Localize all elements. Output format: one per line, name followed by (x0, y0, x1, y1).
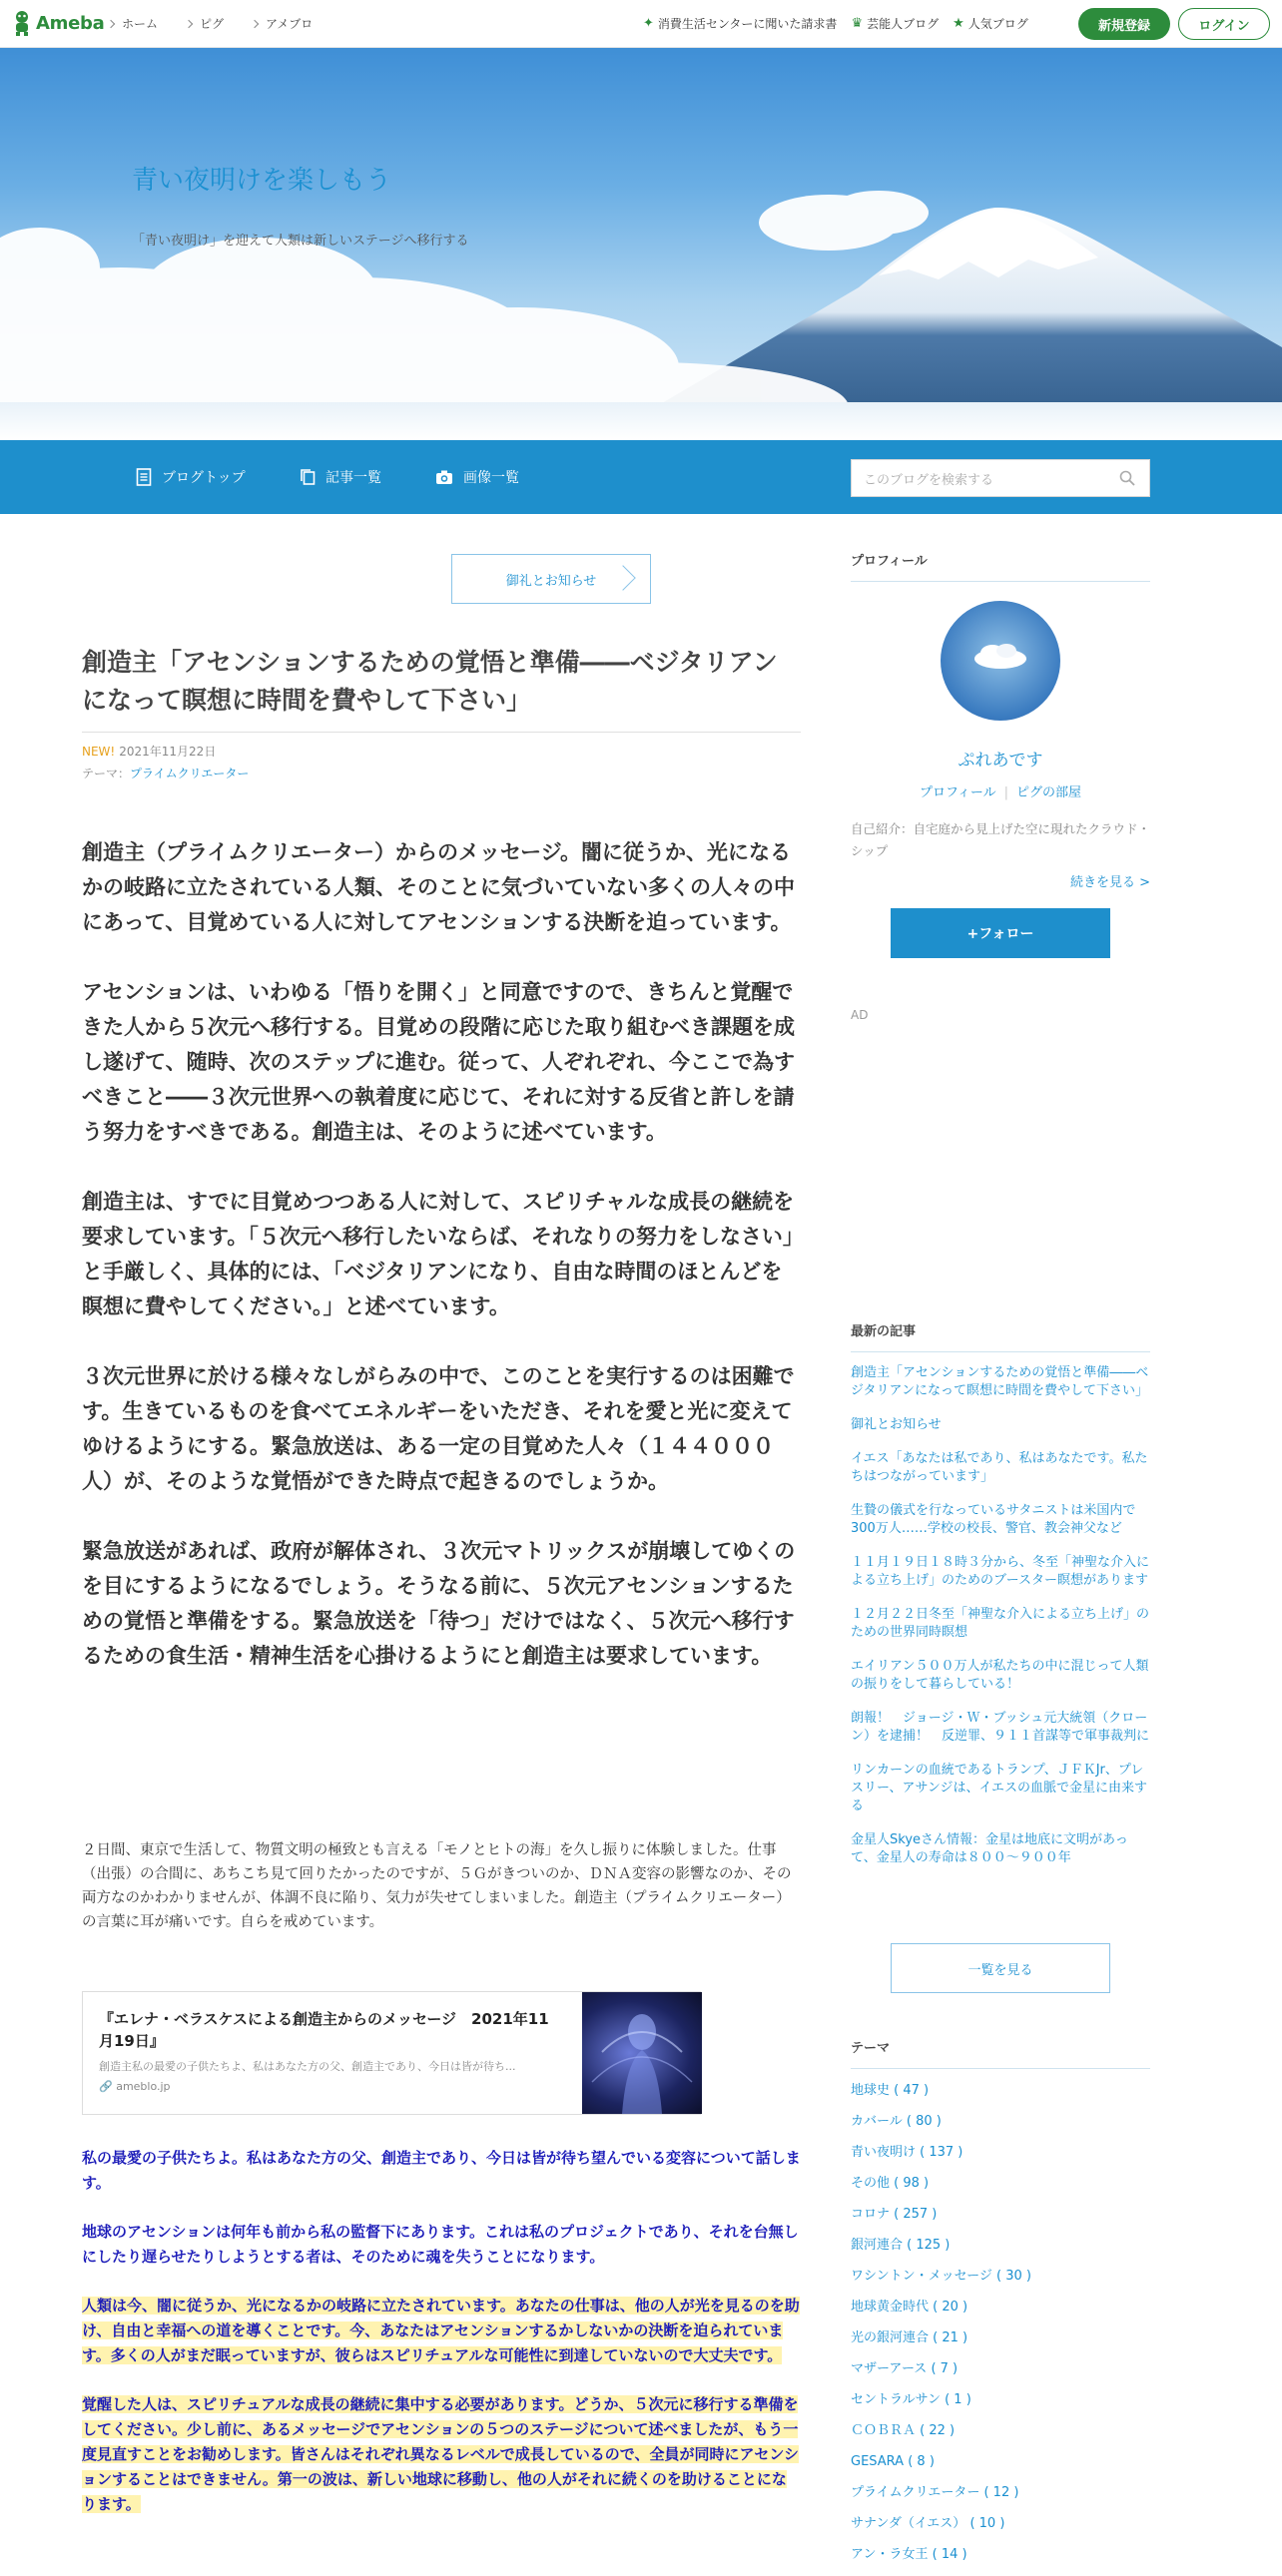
header-links (643, 15, 1028, 32)
profile-bio: 自己紹介：自宅庭から見上げた空に現れたクラウド・シップ (851, 821, 1151, 858)
signup-button[interactable]: 新規登録 (1078, 8, 1170, 40)
header-link-invoice[interactable] (643, 15, 837, 32)
divider: | (1003, 785, 1009, 800)
recent-entry-link[interactable]: 朗報！ ジョージ・Ｗ・ブッシュ元大統領（クローン）を逮捕！ 反逆罪、９１１首謀等で軍事裁判に (851, 1711, 1150, 1744)
theme-link[interactable]: 地球史 ( 47 ) (851, 2083, 930, 2098)
blog-title[interactable]: 青い夜明けを楽しもう (132, 166, 392, 196)
document-icon (136, 468, 152, 486)
link-card[interactable] (82, 1991, 701, 2115)
nav-ameblo-label: アメブロ (266, 17, 314, 31)
profile-heading: プロフィール (851, 550, 1150, 582)
copy-icon (300, 468, 316, 486)
login-button[interactable]: ログイン (1178, 8, 1270, 40)
crown-icon: ♛ (851, 16, 864, 31)
chevron-right-icon (107, 19, 115, 27)
link-card-thumbnail (582, 1992, 702, 2114)
theme-link[interactable]: アン・ラ女王 ( 14 ) (851, 2547, 967, 2562)
theme-prefix: テーマ： (82, 767, 131, 780)
profile-links (851, 781, 1150, 800)
link-card-snippet: 創造主私の最愛の子供たちよ、私はあなた方の父、創造主であり、今日は皆が待ち... (99, 2060, 516, 2073)
search-icon[interactable] (1119, 470, 1135, 486)
article-lead (82, 835, 801, 1709)
quote-paragraph-highlighted (82, 2294, 801, 2368)
pigg-room-link[interactable]: ピグの部屋 (1016, 785, 1082, 800)
nav-home[interactable] (108, 15, 158, 32)
theme-link[interactable]: コロナ ( 257 ) (851, 2207, 938, 2222)
theme-link[interactable]: ワシントン・メッセージ ( 30 ) (851, 2269, 1031, 2284)
profile-name[interactable]: ぷれあです (958, 751, 1043, 771)
theme-link[interactable]: プライムクリエーター ( 12 ) (851, 2485, 1019, 2500)
nav-pigg-label: ピグ (200, 17, 225, 31)
theme-link[interactable]: 地球黄金時代 ( 20 ) (851, 2300, 968, 2315)
link-card-title: 『エレナ・ベラスケスによる創造主からのメッセージ 2021年11月19日』 (99, 2010, 549, 2050)
theme-link[interactable]: サナンダ（イエス） ( 10 ) (851, 2516, 1005, 2531)
recent-entry-link[interactable]: 金星人Skyeさん情報：金星は地底に文明があって、金星人の寿命は８００～９００年 (851, 1832, 1128, 1865)
profile-link[interactable]: プロフィール (919, 785, 996, 800)
profile-more-link[interactable]: 続きを見る > (1069, 875, 1150, 890)
global-header (0, 0, 1282, 48)
article-note: ２日間、東京で生活して、物質文明の極致とも言える「モノとヒトの海」を久し振りに体験しました。仕事（出張）の合間に、あちこち見て回りたかったのですが、５Ｇがきついのか、ＤＮＡ変容の影響なのか、その両方なのかわかりませんが、体調不良に陥り、気力が失せてしまいました。創造主（プライムクリエーター）の言葉に耳が痛いです。自らを戒めています。 (82, 1842, 792, 1930)
lead-paragraph: 緊急放送があれば、政府が解体され、３次元マトリックスが崩壊してゆくのを目にするようになるでしょう。そうなる前に、５次元アセンションするための覚悟と準備をする。緊急放送を「待つ」だけではなく、５次元へ移行するための食生活・精神生活を心掛けるようにと創造主は要求しています。 (82, 1539, 796, 1668)
view-all-entries-button[interactable]: 一覧を見る (891, 1943, 1110, 1993)
recent-entry-link[interactable]: リンカーンの血統であるトランプ、ＪＦＫJr、プレスリー、アサンジは、イエスの血脈で金星に由来する (851, 1763, 1147, 1813)
avatar[interactable] (941, 601, 1060, 721)
recent-entry-link[interactable]: 御礼とお知らせ (851, 1417, 942, 1432)
theme-link[interactable]: セントラルサン ( 1 ) (851, 2392, 971, 2407)
ad-label: AD (851, 1008, 869, 1022)
theme-link[interactable]: GESARA ( 8 ) (851, 2454, 935, 2469)
theme-link[interactable]: その他 ( 98 ) (851, 2176, 930, 2191)
recent-entry-link[interactable]: 生贄の儀式を行なっているサタニストは米国内で300万人……学校の校長、警官、教会神父など (851, 1503, 1136, 1536)
theme-link[interactable]: マザーアース ( 7 ) (851, 2361, 959, 2376)
ameba-mascot-icon (12, 10, 32, 36)
lead-paragraph: アセンションは、いわゆる「悟りを開く」と同意ですので、きちんと覚醒できた人から５次元へ移行する。目覚めの段階に応じた取り組むべき課題を成し遂げて、随時、次のステップに進む。従って、人ぞれぞれ、今ここで為すべきこと――３次元世界への執着度に応じて、それに対する反省と許しを請う努力をすべきである。創造主は、そのように述べています。 (82, 980, 795, 1144)
quote-paragraph: 私の最愛の子供たちよ。私はあなた方の父、創造主であり、今日は皆が待ち望んでいる変容について話します。 (82, 2149, 801, 2192)
link-card-domain-row (99, 2080, 171, 2093)
recent-heading: 最新の記事 (851, 1320, 1150, 1352)
article-date: 2021年11月22日 (119, 745, 217, 759)
lead-paragraph: ３次元世界に於ける様々なしがらみの中で、このことを実行するのは困難です。生きているものを食べてエネルギーをいただき、それを愛と光に変えてゆけるようにする。緊急放送は、ある一定の目覚めた人々（１４４０００人）が、そのような覚悟ができた時点で起きるのでしょうか。 (82, 1364, 795, 1493)
notice-button-label: 御礼とお知らせ (505, 573, 597, 589)
notice-button[interactable] (451, 554, 651, 604)
article-title[interactable]: 創造主「アセンションするための覚悟と準備――ベジタリアンになって瞑想に時間を費やして下さい」 (82, 644, 801, 733)
blog-nav (0, 440, 1282, 514)
logo-text: Ameba (36, 12, 105, 34)
header-link-celebrity-label: 芸能人ブログ (867, 17, 940, 31)
recent-entry-link[interactable]: エイリアン５００万人が私たちの中に混じって人類の振りをして暮らしている！ (851, 1659, 1149, 1692)
recent-entry-link[interactable]: 創造主「アセンションするための覚悟と準備――ベジタリアンになって瞑想に時間を費やして下さい」 (851, 1365, 1149, 1398)
global-nav (108, 15, 313, 32)
theme-link[interactable]: 銀河連合 ( 125 ) (851, 2238, 951, 2253)
recent-entry-link[interactable]: イエス「あなたは私であり、私はあなたです。私たちはつながっています」 (851, 1451, 1148, 1484)
quote-paragraph-highlighted (82, 2392, 801, 2517)
header-link-popular-label: 人気ブログ (967, 17, 1028, 31)
article-meta (82, 741, 249, 784)
theme-link[interactable]: ＣＯＢＲＡ ( 22 ) (851, 2423, 956, 2438)
new-badge: NEW! (82, 745, 116, 759)
recent-entry-link[interactable]: １１月１９日１８時３分から、冬至「神聖な介入による立ち上げ」のためのブースター瞑想があります (851, 1555, 1150, 1588)
quoted-message (82, 2146, 801, 2541)
quote-highlight: 人類は今、闇に従うか、光になるかの岐路に立たされています。あなたの仕事は、他の人が光を見るのを助け、自由と幸福への道を導くことです。今、あなたはアセンションするかしないかの決断を迫られています。多くの人がまだ眠っていますが、彼らはスピリチュアルな可能性に到達していないので大丈夫です。 (82, 2297, 800, 2364)
lead-paragraph: 創造主は、すでに目覚めつつある人に対して、スピリチャルな成長の継続を要求しています。「５次元へ移行したいならば、それなりの努力をしなさい」と手厳しく、具体的には、「ベジタリアンになり、自由な時間のほとんどを瞑想に費やしてください。」と述べています。 (82, 1190, 795, 1318)
blog-nav-images-label: 画像一覧 (463, 470, 519, 486)
lead-paragraph: 創造主（プライムクリエーター）からのメッセージ。闇に従うか、光になるかの岐路に立たされている人類、そのことに気づいていない多くの人々の中にあって、目覚めている人に対してアセンションする決断を迫っています。 (82, 840, 795, 934)
header-link-popular[interactable] (953, 15, 1028, 32)
star-icon: ★ (953, 16, 964, 31)
link-icon: 🔗 (99, 2080, 113, 2093)
blog-nav-top[interactable] (136, 467, 246, 487)
recent-entries (851, 1320, 1150, 1883)
themes-heading: テーマ (851, 2037, 1150, 2069)
quote-highlight: 覚醒した人は、スピリチュアルな成長の継続に集中する必要があります。どうか、５次元に移行する準備をしてください。少し前に、あるメッセージでアセンションの５つのステージについて述べましたが、もう一度見直すことをお勧めします。皆さんはそれぞれ異なるレベルで成長しているので、全員が同時にアセンションすることはできません。第一の波は、新しい地球に移動し、他の人がそれに続くのを助けることになります。 (82, 2395, 799, 2513)
theme-link[interactable]: 光の銀河連合 ( 21 ) (851, 2330, 968, 2345)
follow-button[interactable]: +フォロー (891, 908, 1110, 958)
nav-pigg[interactable] (186, 15, 224, 32)
blog-nav-images[interactable] (435, 467, 519, 487)
chevron-right-icon (610, 565, 635, 590)
nav-home-label: ホーム (122, 17, 159, 31)
camera-icon (435, 469, 453, 485)
header-link-invoice-label: 消費生活センターに聞いた請求書 (657, 17, 838, 31)
glowing-figure-image (582, 1992, 702, 2114)
blog-search-input[interactable] (851, 459, 1150, 497)
blog-header-image (0, 48, 1282, 440)
sidebar (851, 514, 1151, 2562)
cloud-ship-image (941, 601, 1060, 721)
quote-paragraph: 地球のアセンションは何年も前から私の監督下にあります。これは私のプロジェクトであり、それを台無しにしたり遅らせたりしようとする者は、そのために魂を失うことになります。 (82, 2223, 799, 2266)
blog-nav-entries-label: 記事一覧 (325, 470, 381, 486)
blog-nav-top-label: ブログトップ (162, 470, 246, 486)
theme-link[interactable]: 青い夜明け ( 137 ) (851, 2145, 963, 2160)
theme-link[interactable]: カバール ( 80 ) (851, 2114, 942, 2129)
header-link-celebrity[interactable] (851, 15, 939, 32)
link-card-domain: ameblo.jp (116, 2080, 171, 2093)
blog-nav-entries[interactable] (300, 467, 381, 487)
themes-list (851, 2037, 1150, 2576)
nav-ameblo[interactable] (252, 15, 313, 32)
ameba-logo[interactable] (12, 10, 104, 36)
sparkle-icon: ✦ (643, 16, 654, 31)
article-theme-link[interactable]: プライムクリエーター (130, 767, 250, 780)
recent-entry-link[interactable]: １２月２２日冬至「神聖な介入による立ち上げ」のための世界同時瞑想 (851, 1607, 1150, 1640)
chevron-right-icon (251, 19, 259, 27)
search-placeholder: このブログを検索する (864, 472, 994, 488)
blog-description: 「青い夜明け」を迎えて人類は新しいステージへ移行する (132, 234, 469, 249)
chevron-right-icon (185, 19, 193, 27)
